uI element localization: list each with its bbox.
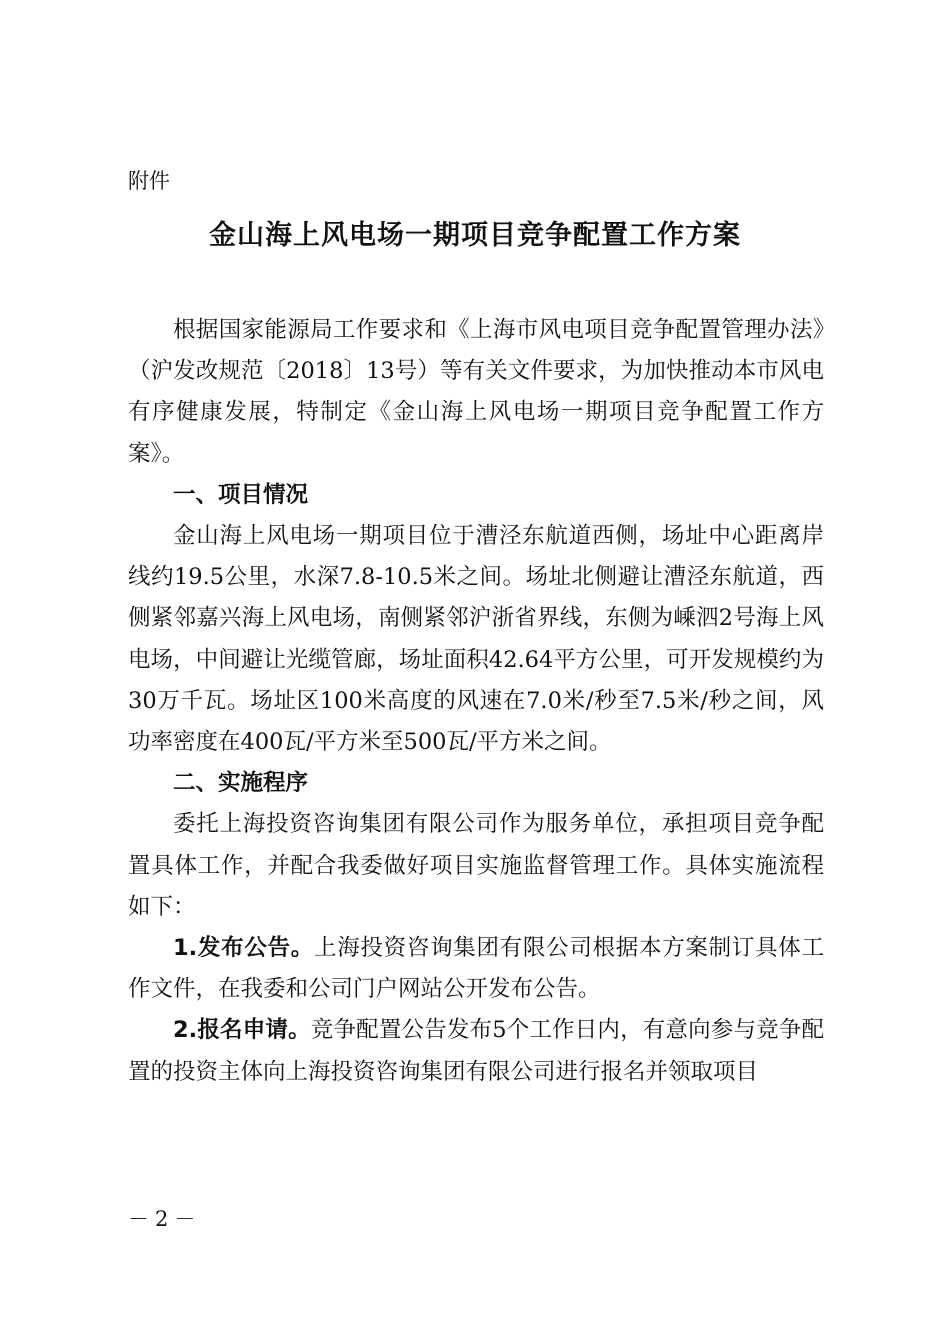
page-number: －2－ — [128, 1207, 202, 1231]
step-2-lead: 2.报名申请。 — [173, 1017, 311, 1044]
section-2-paragraph: 委托上海投资咨询集团有限公司作为服务单位，承担项目竞争配置具体工作，并配合我委做好项目实施监督管理工作。具体实施流程如下： — [128, 811, 824, 920]
section-1-paragraph: 金山海上风电场一期项目位于漕泾东航道西侧，场址中心距离岸线约19.5公里，水深7.8-10.5米之间。场址北侧避让漕泾东航道，西侧紧邻嘉兴海上风电场，南侧紧邻沪浙省界线，东侧为嵊泗2号海上风电场，中间避让光缆管廊，场址面积42.64平方公里，可开发规模约为30万千瓦。场址区100米高度的风速在7.0米/秒至7.5米/秒之间，风功率密度在400瓦/平方米至500瓦/平方米之间。 — [128, 523, 824, 756]
step-1-text: 上海投资咨询集团有限公司根据本方案制订具体工作文件，在我委和公司门户网站公开发布公告。 — [128, 935, 824, 1003]
attachment-label: 附件 — [128, 169, 170, 193]
step-1-paragraph — [128, 928, 824, 1010]
intro-paragraph: 根据国家能源局工作要求和《上海市风电项目竞争配置管理办法》（沪发改规范〔2018〕13号）等有关文件要求，为加快推动本市风电有序健康发展，特制定《金山海上风电场一期项目竞争配置工作方案》。 — [128, 317, 824, 467]
step-2-text: 竞争配置公告发布5个工作日内，有意向参与竞争配置的投资主体向上海投资咨询集团有限公司进行报名并领取项目 — [128, 1017, 825, 1085]
document-title: 金山海上风电场一期项目竞争配置工作方案 — [209, 220, 741, 251]
step-2-paragraph — [128, 1010, 824, 1092]
section-2-heading: 二、实施程序 — [173, 770, 309, 797]
section-1-heading: 一、项目情况 — [173, 481, 309, 508]
step-1-lead: 1.发布公告。 — [173, 935, 314, 962]
document-body — [128, 310, 824, 1093]
